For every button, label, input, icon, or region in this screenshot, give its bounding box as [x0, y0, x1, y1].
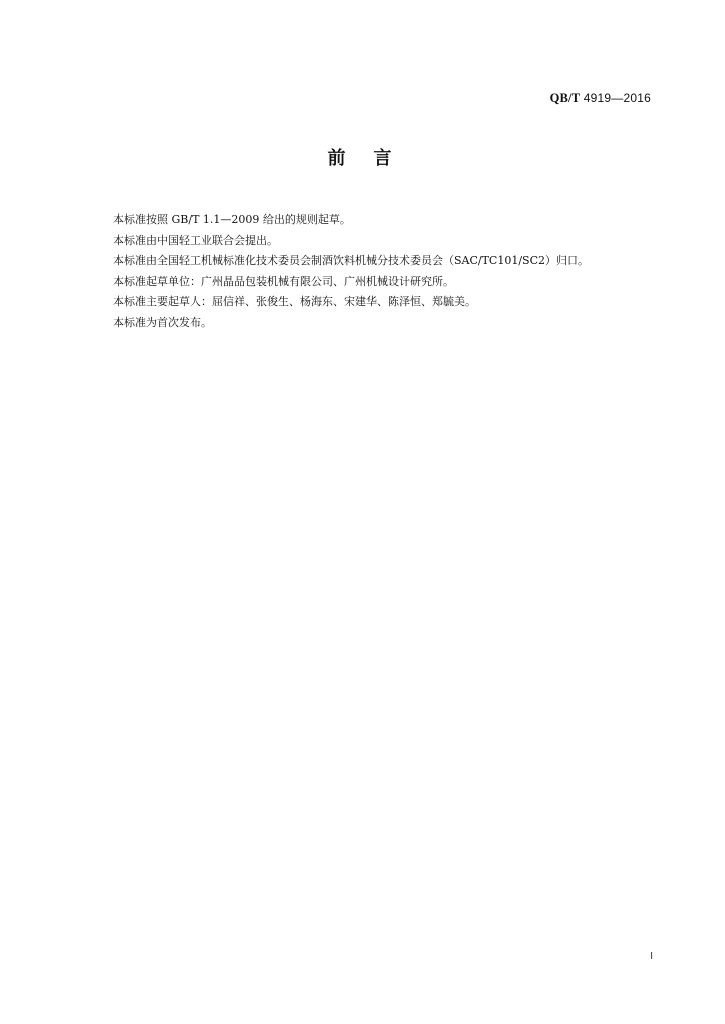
standard-code-prefix: QB/T	[549, 91, 581, 105]
page-title: 前言	[327, 148, 420, 169]
foreword-body	[113, 210, 673, 334]
paragraph-first-release: 本标准为首次发布。	[113, 315, 212, 329]
standard-code	[550, 91, 651, 106]
paragraph-under-jurisdiction: 本标准由全国轻工机械标准化技术委员会制酒饮料机械分技术委员会（SAC/TC101/SC2）归口。	[113, 254, 590, 268]
paragraph-drafting-units: 本标准起草单位：广州晶品包装机械有限公司、广州机械设计研究所。	[113, 274, 454, 288]
paragraph-drafting-rules: 本标准按照 GB/T 1.1—2009 给出的规则起草。	[113, 213, 351, 226]
paragraph-main-drafters: 本标准主要起草人：屈信祥、张俊生、杨海东、宋建华、陈泽恒、郑毓美。	[113, 295, 476, 309]
paragraph-proposed-by: 本标准由中国轻工业联合会提出。	[113, 233, 278, 247]
standard-code-number: 4919—2016	[583, 91, 651, 105]
page-number: I	[650, 951, 653, 962]
